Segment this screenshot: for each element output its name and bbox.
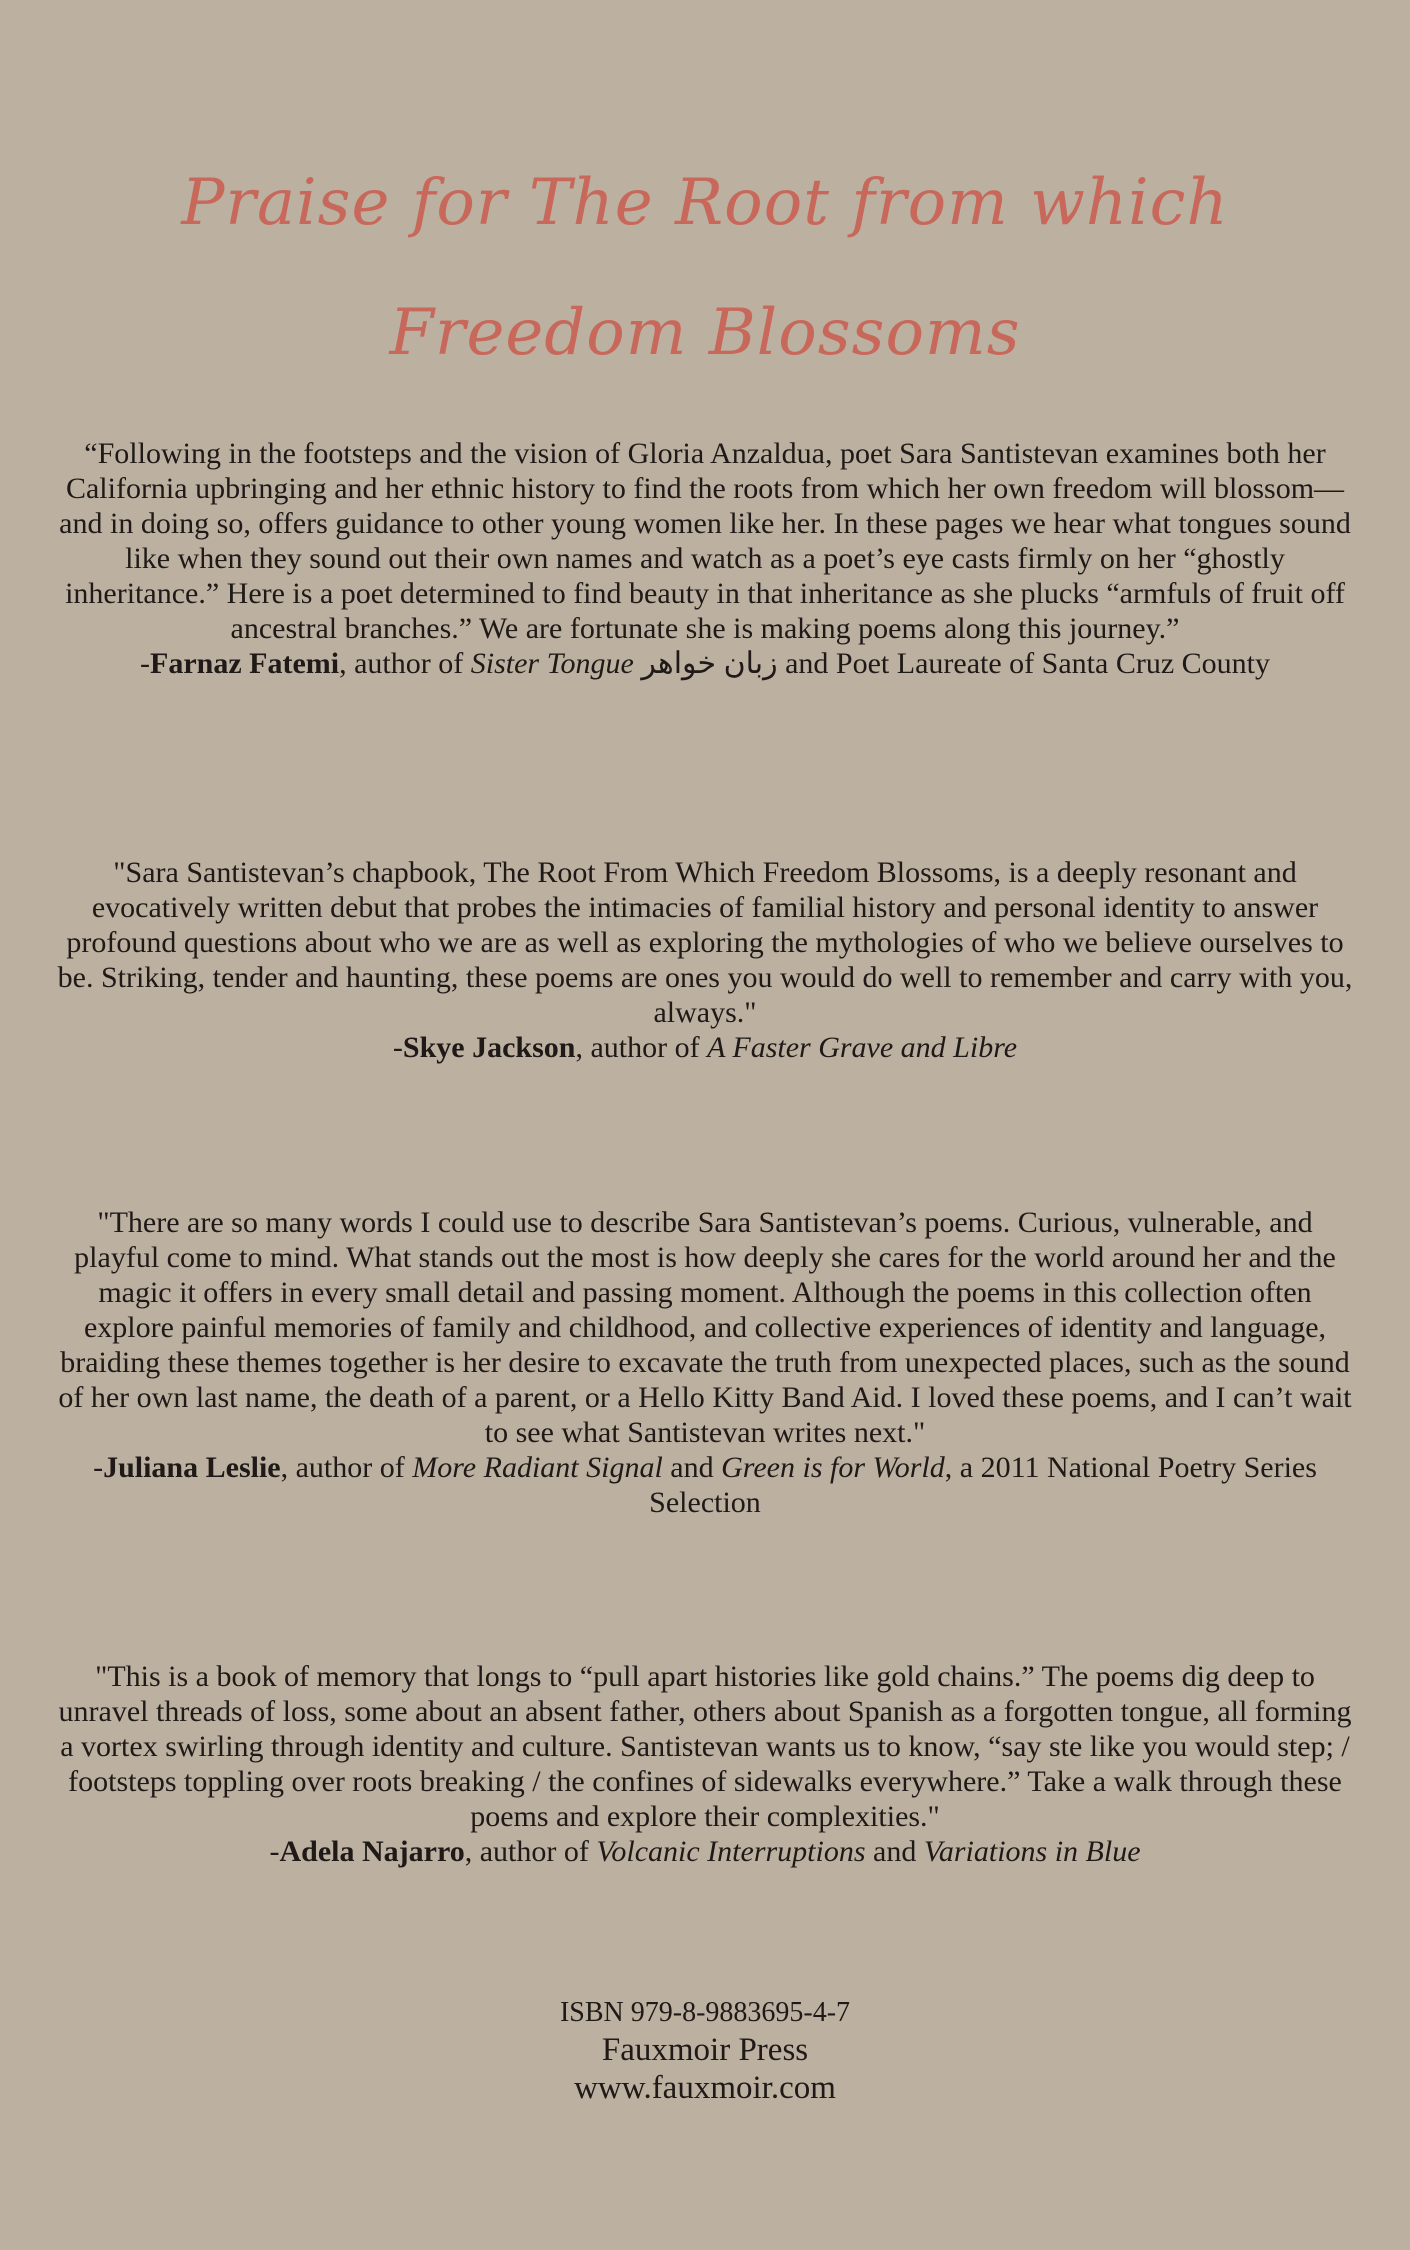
blurb-attribution bbox=[55, 1450, 1355, 1520]
blurb-quote: "Sara Santistevan’s chapbook, The Root From Which Freedom Blossoms, is a deeply resonant and evocatively written debut that probes the intimacies of familial history and personal identity to answer profound questions about who we are as well as exploring the mythologies of who we believe ourselves to be. Striking, tender and haunting, these poems are ones you would do well to remember and carry with you, always." bbox=[57, 856, 1353, 1029]
blurb-quote: “Following in the footsteps and the vision of Gloria Anzaldua, poet Sara Santistevan examines both her California upbringing and her ethnic history to find the roots from which her own freedom will blossom—and in doing so, offers guidance to other young women like her. In these pages we hear what tongues sound like when they sound out their own names and watch as a poet’s eye casts firmly on her “ghostly inheritance.” Here is a poet determined to find beauty in that inheritance as she plucks “armfuls of fruit off ancestral branches.” We are fortunate she is making poems along this journey.” bbox=[59, 437, 1351, 645]
attribution-text: and bbox=[865, 1835, 924, 1868]
attribution-dash: - bbox=[269, 1835, 280, 1868]
publisher-info bbox=[405, 1995, 1005, 2107]
attribution-text: , author of bbox=[339, 647, 471, 680]
book-title: Variations in Blue bbox=[923, 1835, 1141, 1868]
page-title: Praise for The Root from which Freedom Blossoms bbox=[181, 166, 1229, 370]
attribution-text: , author of bbox=[575, 1031, 708, 1064]
blurb-skye-jackson bbox=[55, 855, 1355, 1065]
blurb-quote: "There are so many words I could use to describe Sara Santistevan’s poems. Curious, vulnerable, and playful come to mind. What stands out the most is how deeply she cares for the world around her and the magic it offers in every small detail and passing moment. Although the poems in this collection often explore painful memories of family and childhood, and collective experiences of identity and language, braiding these themes together is her desire to excavate the truth from unexpected places, such as the sound of her own last name, the death of a parent, or a Hello Kitty Band Aid. I loved these poems, and I can’t wait to see what Santistevan writes next." bbox=[58, 1206, 1352, 1449]
attribution-text: and bbox=[662, 1451, 722, 1484]
publisher-name: Fauxmoir Press bbox=[601, 2032, 809, 2068]
attribution-dash: - bbox=[392, 1031, 403, 1064]
blurb-attribution bbox=[55, 1834, 1355, 1869]
blurb-quote: "This is a book of memory that longs to “pull apart histories like gold chains.” The poems dig deep to unravel threads of loss, some about an absent father, others about Spanish as a forgotten tongue, all forming a vortex swirling through identity and culture. Santistevan wants us to know, “say ste like you would step; / footsteps toppling over roots breaking / the confines of sidewalks everywhere.” Take a walk through these poems and explore their complexities." bbox=[58, 1660, 1352, 1833]
attribution-dash: - bbox=[140, 647, 150, 680]
attribution-text: , a 2011 National Poetry Series Selection bbox=[649, 1451, 1317, 1519]
book-title: Sister Tongue bbox=[470, 647, 634, 680]
book-title: Volcanic Interruptions bbox=[596, 1835, 866, 1868]
blurb-farnaz-fatemi bbox=[55, 436, 1355, 681]
isbn: ISBN 979-8-9883695-4-7 bbox=[559, 1997, 851, 2028]
author-name: Juliana Leslie bbox=[103, 1451, 281, 1484]
blurb-attribution bbox=[55, 646, 1355, 681]
attribution-text: , author of bbox=[280, 1451, 413, 1484]
book-title: A Faster Grave and Libre bbox=[707, 1031, 1018, 1064]
blurb-attribution bbox=[55, 1030, 1355, 1065]
book-title: More Radiant Signal bbox=[412, 1451, 663, 1484]
blurb-juliana-leslie bbox=[55, 1205, 1355, 1520]
book-title: Green is for World bbox=[721, 1451, 945, 1484]
author-name: Skye Jackson bbox=[402, 1031, 576, 1064]
attribution-text: , author of bbox=[464, 1835, 597, 1868]
author-name: Farnaz Fatemi bbox=[150, 647, 340, 680]
author-name: Adela Najarro bbox=[279, 1835, 465, 1868]
blurb-adela-najarro bbox=[55, 1659, 1355, 1869]
attribution-dash: - bbox=[93, 1451, 104, 1484]
publisher-website: www.fauxmoir.com bbox=[574, 2070, 836, 2106]
attribution-text: زبان خواهر and Poet Laureate of Santa Cruz County bbox=[633, 647, 1270, 680]
